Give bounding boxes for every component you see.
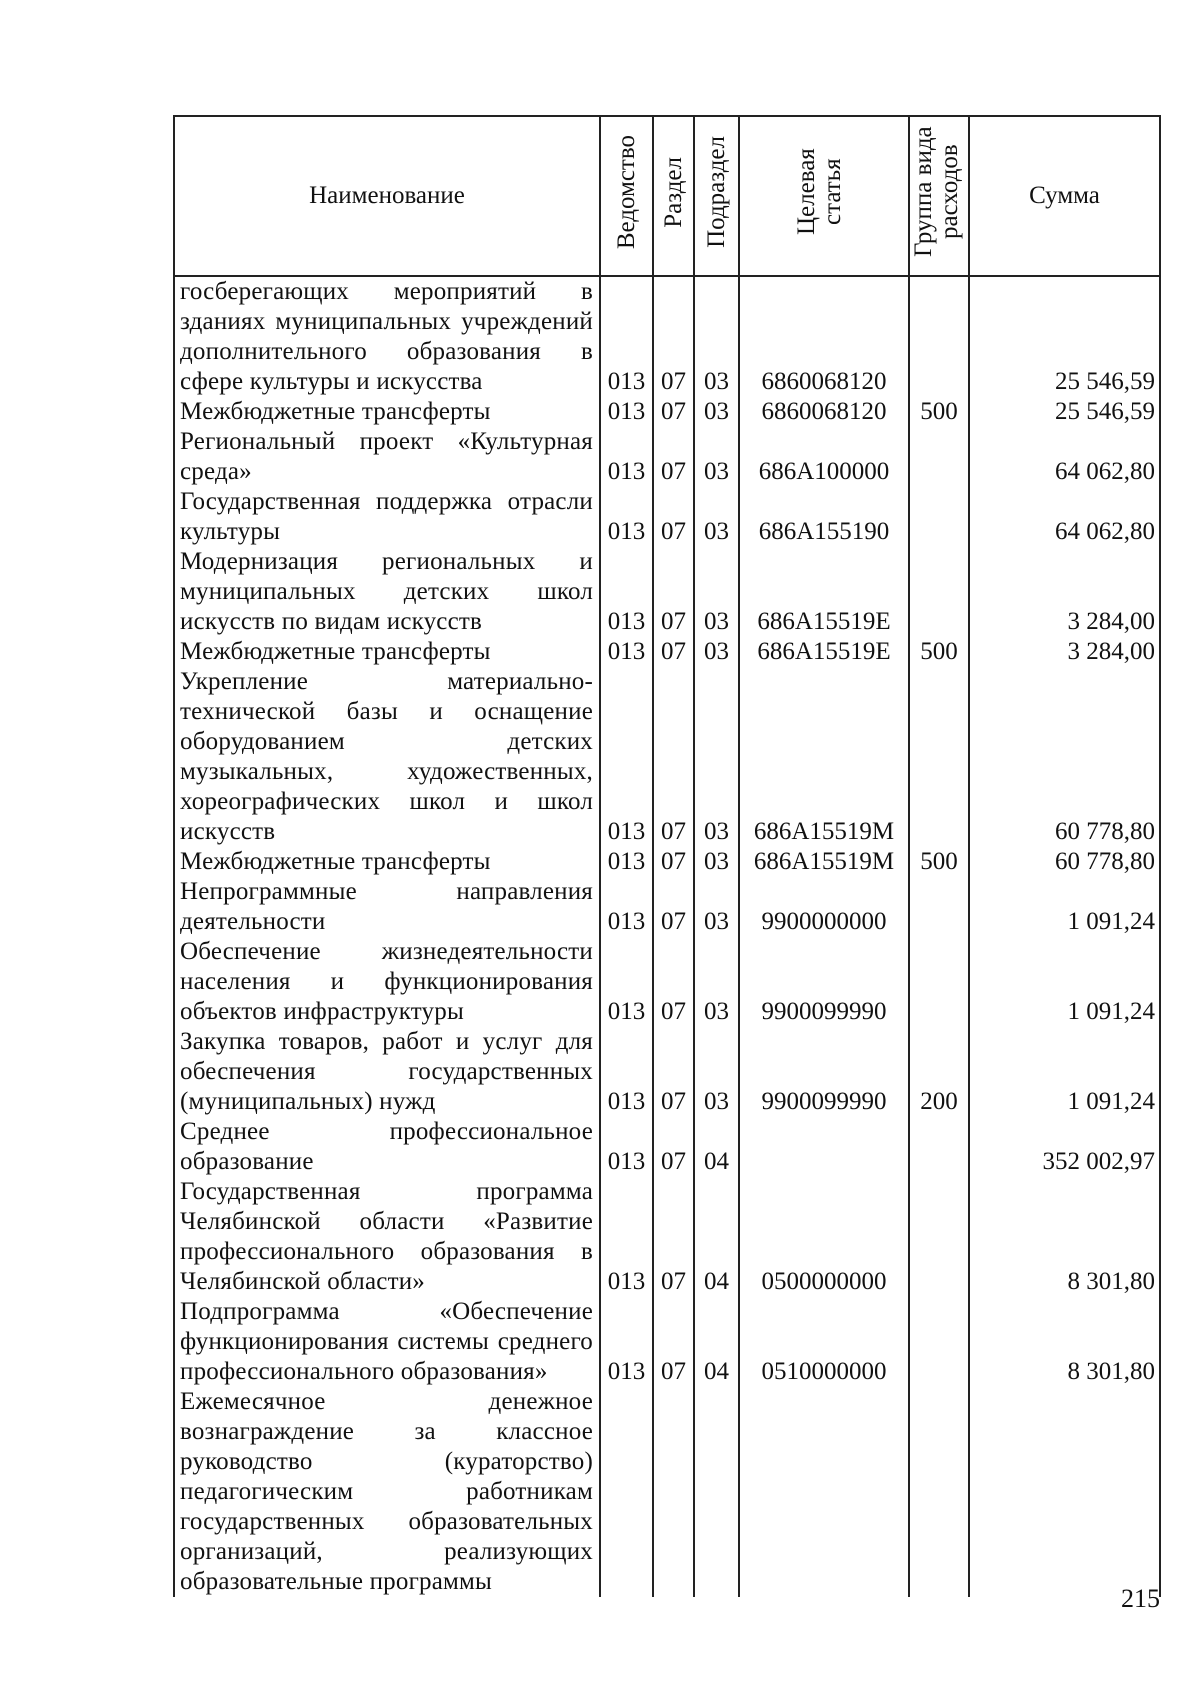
row-name-cell: Подпрограмма «Обеспечение функционирования системы среднего профессионального образования» [174,1297,600,1387]
row-celevaya-cell: 9900000000 [739,877,909,937]
row-gruppa-cell [909,1117,969,1177]
row-razdel-cell: 07 [653,877,694,937]
row-razdel-cell: 07 [653,547,694,637]
row-summa-cell: 25 546,59 [969,397,1160,427]
row-celevaya-cell: 686A15519M [739,667,909,847]
row-summa-cell: 1 091,24 [969,877,1160,937]
budget-table-frame [173,115,1159,1595]
row-podrazdel-cell: 04 [694,1297,739,1387]
row-gruppa-cell [909,1177,969,1297]
row-gruppa-cell [909,1297,969,1387]
header-celevaya-label: Целевая статья [793,148,846,236]
row-name-cell: Обеспечение жизнедеятельности населения и функционирования объектов инфраструктуры [174,937,600,1027]
row-name-cell: Межбюджетные трансферты [174,397,600,427]
row-razdel-cell: 07 [653,1117,694,1177]
row-name-cell: госберегающих мероприятий в зданиях муниципальных учреждений дополнительного образования в сфере культуры и искусства [174,276,600,397]
row-celevaya-cell: 686A100000 [739,427,909,487]
row-celevaya-cell [739,1117,909,1177]
header-gruppa [909,116,969,276]
row-gruppa-cell: 500 [909,637,969,667]
table-header [174,116,1160,276]
row-razdel-cell: 07 [653,427,694,487]
row-name-cell: Государственная поддержка отрасли культуры [174,487,600,547]
row-gruppa-cell: 500 [909,397,969,427]
row-summa-cell: 3 284,00 [969,637,1160,667]
row-vedomstvo-cell: 013 [600,1027,653,1117]
row-podrazdel-cell: 04 [694,1177,739,1297]
row-name-cell: Ежемесячное денежное вознаграждение за классное руководство (кураторство) педагогическим работникам государственных образовательных организаций, реализующих образовательные программы [174,1387,600,1597]
row-summa-cell: 64 062,80 [969,427,1160,487]
row-celevaya-cell: 6860068120 [739,276,909,397]
table-row [174,667,1160,847]
row-summa-cell: 64 062,80 [969,487,1160,547]
header-vedomstvo-label: Ведомство [612,134,640,250]
row-celevaya-cell [739,1387,909,1597]
row-razdel-cell: 07 [653,937,694,1027]
row-podrazdel-cell: 03 [694,637,739,667]
row-vedomstvo-cell [600,1387,653,1597]
row-podrazdel-cell: 04 [694,1117,739,1177]
row-razdel-cell: 07 [653,397,694,427]
table-row [174,847,1160,877]
row-gruppa-cell [909,667,969,847]
header-celevaya [739,116,909,276]
row-podrazdel-cell: 03 [694,847,739,877]
row-vedomstvo-cell: 013 [600,1177,653,1297]
header-summa-label: Сумма [1029,182,1100,209]
row-name-cell: Межбюджетные трансферты [174,847,600,877]
row-razdel-cell: 07 [653,637,694,667]
row-vedomstvo-cell: 013 [600,1117,653,1177]
row-podrazdel-cell: 03 [694,276,739,397]
row-vedomstvo-cell: 013 [600,847,653,877]
row-vedomstvo-cell: 013 [600,877,653,937]
row-name-cell: Закупка товаров, работ и услуг для обеспечения государственных (муниципальных) нужд [174,1027,600,1117]
table-body [174,276,1160,1597]
row-gruppa-cell [909,1387,969,1597]
row-celevaya-cell: 686A15519E [739,637,909,667]
table-row [174,1117,1160,1177]
row-name-cell: Укрепление материально-технической базы и оснащение оборудованием детских музыкальных, художественных, хореографических школ и школ искусств [174,667,600,847]
row-gruppa-cell [909,877,969,937]
table-row [174,1027,1160,1117]
table-row [174,547,1160,637]
row-podrazdel-cell: 03 [694,397,739,427]
row-vedomstvo-cell: 013 [600,427,653,487]
row-podrazdel-cell: 03 [694,877,739,937]
row-vedomstvo-cell: 013 [600,937,653,1027]
table-row [174,637,1160,667]
row-summa-cell: 3 284,00 [969,547,1160,637]
row-summa-cell: 352 002,97 [969,1117,1160,1177]
row-celevaya-cell: 0510000000 [739,1297,909,1387]
header-vedomstvo [600,116,653,276]
row-razdel-cell: 07 [653,1297,694,1387]
row-razdel-cell [653,1387,694,1597]
row-name-cell: Региональный проект «Культурная среда» [174,427,600,487]
row-podrazdel-cell: 03 [694,487,739,547]
row-razdel-cell: 07 [653,847,694,877]
row-summa-cell: 1 091,24 [969,937,1160,1027]
row-summa-cell: 8 301,80 [969,1177,1160,1297]
row-vedomstvo-cell: 013 [600,487,653,547]
header-podrazdel [694,116,739,276]
row-podrazdel-cell: 03 [694,937,739,1027]
row-name-cell: Межбюджетные трансферты [174,637,600,667]
row-razdel-cell: 07 [653,1177,694,1297]
row-celevaya-cell: 9900099990 [739,937,909,1027]
row-gruppa-cell [909,547,969,637]
row-summa-cell: 25 546,59 [969,276,1160,397]
row-celevaya-cell: 686A15519M [739,847,909,877]
row-summa-cell: 8 301,80 [969,1297,1160,1387]
header-podrazdel-label: Подраздел [702,136,730,248]
row-razdel-cell: 07 [653,487,694,547]
row-gruppa-cell [909,937,969,1027]
table-row [174,1297,1160,1387]
table-row [174,877,1160,937]
row-gruppa-cell: 500 [909,847,969,877]
row-celevaya-cell: 0500000000 [739,1177,909,1297]
header-name-label: Наименование [309,182,465,209]
row-name-cell: Модернизация региональных и муниципальных детских школ искусств по видам искусств [174,547,600,637]
row-vedomstvo-cell: 013 [600,667,653,847]
row-celevaya-cell: 6860068120 [739,397,909,427]
row-podrazdel-cell: 03 [694,667,739,847]
table-row [174,1177,1160,1297]
row-summa-cell [969,1387,1160,1597]
row-razdel-cell: 07 [653,276,694,397]
table-row [174,937,1160,1027]
row-name-cell: Государственная программа Челябинской области «Развитие профессионального образования в Челябинской области» [174,1177,600,1297]
row-razdel-cell: 07 [653,1027,694,1117]
row-podrazdel-cell: 03 [694,427,739,487]
row-vedomstvo-cell: 013 [600,547,653,637]
budget-table [173,115,1161,1597]
row-podrazdel-cell: 03 [694,1027,739,1117]
row-podrazdel-cell: 03 [694,547,739,637]
row-summa-cell: 60 778,80 [969,667,1160,847]
table-row [174,487,1160,547]
row-vedomstvo-cell: 013 [600,637,653,667]
header-summa [969,116,1160,276]
table-row [174,427,1160,487]
page-number: 215 [1121,1584,1160,1613]
row-celevaya-cell: 9900099990 [739,1027,909,1117]
header-gruppa-label: Группа вида расходов [910,126,963,258]
row-podrazdel-cell [694,1387,739,1597]
table-row [174,276,1160,397]
row-name-cell: Непрограммные направления деятельности [174,877,600,937]
row-vedomstvo-cell: 013 [600,397,653,427]
row-gruppa-cell [909,427,969,487]
header-razdel [653,116,694,276]
table-row [174,1387,1160,1597]
row-vedomstvo-cell: 013 [600,1297,653,1387]
row-celevaya-cell: 686A15519E [739,547,909,637]
row-gruppa-cell [909,276,969,397]
row-summa-cell: 60 778,80 [969,847,1160,877]
row-gruppa-cell [909,487,969,547]
row-gruppa-cell: 200 [909,1027,969,1117]
row-vedomstvo-cell: 013 [600,276,653,397]
header-razdel-label: Раздел [659,156,687,228]
row-razdel-cell: 07 [653,667,694,847]
row-summa-cell: 1 091,24 [969,1027,1160,1117]
header-name [174,116,600,276]
table-row [174,397,1160,427]
row-celevaya-cell: 686A155190 [739,487,909,547]
row-name-cell: Среднее профессиональное образование [174,1117,600,1177]
